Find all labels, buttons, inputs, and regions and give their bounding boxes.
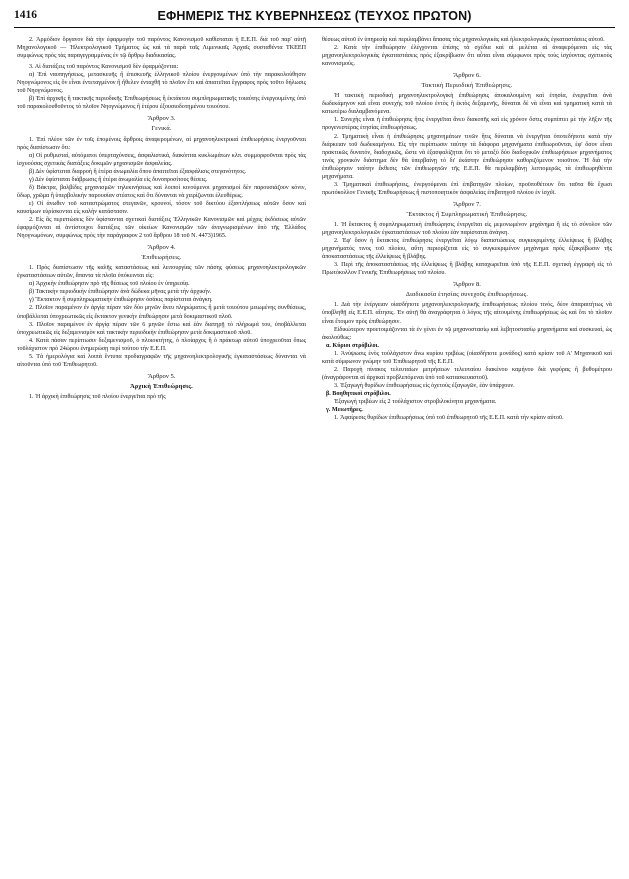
paragraph: Εἰδικώτερον προετοιμάζονται τὰ ἐν γένει ἐν τῷ μηχανοστασίῳ καὶ λεβητοστασίῳ μηχανήματα καὶ συσκευαὶ, ὡς ἀκολούθως: bbox=[322, 326, 612, 341]
list-item: γ) Ἔκτακτον ἢ συμπληρωματικὴν ἐπιθεώρησιν ὁσάκις παρίσταται ἀνάγκη. bbox=[29, 297, 213, 304]
article-subtitle: Ἐπιθεωρήσεις. bbox=[141, 254, 182, 262]
article-title: Ἄρθρον 8. bbox=[453, 281, 481, 289]
article-subtitle: Ἀρχικὴ Ἐπιθεώρησις. bbox=[130, 382, 193, 390]
paragraph: 4. Κατὰ πάσαν περίπτωσιν δεξαμενισμοῦ, ὁ πλοιοκτήτης, ὁ πλοίαρχος ἢ ὁ πράκτωρ αὐτοῦ ὑποχρεοῦται ὅπως τοῦλάχιστον πρὸ 24ώρου ἐνημερώσῃ περὶ τούτου τὴν Ε.Ε.Π. bbox=[17, 337, 306, 352]
page-header bbox=[14, 9, 615, 29]
paragraph: 3. Τμηματικαὶ ἐπιθεωρήσεις, ἐνεργούμεναι ἐπὶ ἐπιβατηγῶν πλοίων, προϋποθέτουν ὅτι ταῦτα θὰ ἔχωσι πρωτόκολλον Γενικῆς Ἐπιθεωρήσεως ἢ πιστοποιητικὸν ἀσφαλείας ἐπιβατηγοῦ πλοίου ἐν ἰσχύϊ. bbox=[322, 181, 612, 196]
paragraph: 1. Ἐπὶ πλέον τῶν ἐν τοῖς ἑπομένοις ἄρθροις ἀναφερομένων, αἱ μηχανοηλεκτρικαὶ ἐπιθεωρήσεις ἐνεργοῦνται πρὸς διαπίστωσιν ὅτι: bbox=[17, 136, 306, 151]
paragraph: 1. Πρὸς διαπίστωσιν τῆς καλῆς καταστάσεως καὶ λειτουργίας τῶν πάσης φύσεως μηχανοηλεκτρολογικῶν ἐγκαταστάσεων αὐτῶν, ἅπαντα τὰ πλοῖα ὑπόκεινται εἰς: bbox=[17, 265, 306, 280]
paragraph: θέσεως αὐτοῦ ἐν ὑπηρεσίᾳ καὶ περιλαμβάνει ἅπασας τὰς μηχανολογικὰς καὶ ἠλεκτρολογικὰς ἐγκαταστάσεις αὐτοῦ. bbox=[322, 37, 605, 43]
article-title: Ἄρθρον 4. bbox=[147, 244, 176, 252]
right-column bbox=[322, 36, 612, 422]
paragraph: 2. Πλοῖον παραμένον ἐν ἀργίᾳ πέραν τῶν δύο μηνῶν ἄνευ πληρώματος ἢ μετὰ τοιούτου μειωμένης συνθέσεως, ὑποβάλλεται ὑποχρεωτικῶς εἰς ἔκτακτον γενικὴν ἐπιθεώρησιν μετὰ δοκιμαστικοῦ πλοῦ. bbox=[17, 305, 306, 320]
paragraph: 2. Εἰς ἃς περιπτώσεις δὲν ὑφίστανται σχετικαὶ διατάξεις Ἑλληνικῶν Κανονισμῶν καὶ μέχρις ἐκδόσεως αὐτῶν ἐφαρμόζονται αἱ ἀντίστοιχοι διατάξεις τῶν οἰκείων Κανονισμῶν τῶν ἀνεγνωρισμένων ὑπὸ τῆς Ἑλλάδος Νηογνωμόνων, συμφώνως πρὸς τὴν παράγραφον 2 τοῦ ἄρθρου 18 τοῦ Ν. 4473)1965. bbox=[17, 216, 306, 240]
article-title: Ἄρθρον 7. bbox=[453, 200, 481, 208]
list-item: α) Ἐπὶ ναυπηγήσεως, μετασκευῆς ἢ ἐπισκευῆς ἑλληνικοῦ πλοίου ἐνεργουμένων ὑπὸ τὴν παρακολούθησιν Νηογνώμονος εἰς ὃν εἶναι ἐντεταγμένον ἢ ἤθελεν ἐνταχθῆ τὸ πλοῖον ἔτι καὶ ἀπαιτεῖται ἔγγραφος πρὸς τοῦτο δήλωσις τοῦ Νηογνώμονος. bbox=[17, 72, 306, 95]
section-heading: γ. Μειωτῆρες. bbox=[326, 407, 363, 414]
section-heading: α. Κύριοι στρόβιλοι. bbox=[326, 342, 379, 349]
paragraph: 3. Ἐξαγωγὴ θυρίδων ἐπιθεωρήσεως εἰς ὀχετοὺς ἐξαγωγῶν, ἐὰν ὑπάρχουν. bbox=[334, 382, 515, 389]
paragraph: 2. Ἁρμόδιον ὄργανον διὰ τὴν ἐφαρμογὴν τοῦ παρόντος Κανονισμοῦ καθίσταται ἡ Ε.Ε.Π. διὰ τοῦ παρ' αὐτῇ Μηχανολογικοῦ — Ἠλεκτρολογικοῦ Τμήματος ὡς καὶ τὰ παρὰ ταῖς Λιμενικαῖς Ἀρχαῖς συσταθέντα ΤΚΕΕΠ συμφώνως πρὸς τὰς παραγεγραμμένας ἐν τῷ ἄρθρῳ διαδικασίας. bbox=[17, 37, 306, 60]
article-subtitle: Ἔκτακτος ἢ Συμπληρωματικὴ Ἐπιθεώρησις. bbox=[406, 210, 528, 218]
paragraph: 2. Κατὰ τὴν ἐπιθεώρησιν ἐλέγχονται ἐπίσης τὰ σχέδια καὶ αἱ μελέται αἱ ἀναφερόμεναι εἰς τὰς μηχανοηλεκτρολογικὰς ἐγκαταστάσεις πρὸς ἐξακρίβωσιν ὅτι αὗται εἶναι σύμφωνοι πρὸς τοὺς ἰσχύοντας σχετικοὺς κανονισμούς. bbox=[322, 45, 612, 68]
paragraph: 3. Πλοῖον παραμένον ἐν ἀργίᾳ πέραν τῶν 6 μηνῶν ἔστω καὶ ἐὰν διατηρῇ τὸ πλήρωμά του, ὑποβάλλεται ὑποχρεωτικῶς εἰς δεξαμενισμὸν καὶ τακτικὴν περιοδικὴν ἐπιθεώρησιν μετὰ δοκιμαστικοῦ πλοῦ. bbox=[17, 321, 306, 336]
paragraph: 1. Ἡ ἀρχικὴ ἐπιθεώρησις τοῦ πλοίου ἐνεργεῖται πρὸ τῆς bbox=[29, 393, 166, 400]
paragraph: 2. Ἐφ' ὅσον ἡ ἔκτακτος ἐπιθεώρησις ἐνεργεῖται λόγῳ διαπιστώσεως συγκεκριμένης ἐλλείψεως ἢ βλάβης μηχανήματός τινος τοῦ πλοίου, αὕτη περιορίζεται εἰς τὸ συγκεκριμένον μηχάνημα πρὸς ἐξακρίβωσιν τῆς ἀποκαταστάσεως τῆς ἐλλείψεως ἢ βλάβης. bbox=[322, 238, 612, 261]
article-subtitle: Διαδικασία ἐτησίας συνεχοῦς ἐπιθεωρήσεως. bbox=[405, 291, 529, 299]
list-item: β) Δὲν ὑφίσταται διαρροὴ ἢ ἑτέρα ἀνωμαλία ὅπου ἀπαιτεῖται ἐξασφάλισις στεγανότητος. bbox=[29, 168, 247, 175]
article-title: Ἄρθρον 6. bbox=[453, 72, 481, 80]
paragraph: 1. Ἀνύψωσις ἑνὸς τοὐλάχιστον ἄνω κυρίου τριβέως (οἰασδήποτε μονάδος) κατὰ κρίσιν τοῦ Α' Μηχανικοῦ καὶ κατὰ σύμφωνον γνώμην τοῦ Ἐπιθεωρητοῦ τῆς Ε.Ε.Π. bbox=[322, 350, 612, 365]
list-item: α) Οἱ ρυθμισταί, αὐτόματοι ὑπερταχύνσεις, ἀσφαλιστικά, διακόπται κυκλωμάτων κλπ. συμμορφοῦνται πρὸς τὰς ἰσχυούσας σχετικὰς διατάξεις δοκιμῶν μηχανισμῶν ἀσφαλείας. bbox=[17, 152, 306, 167]
paragraph: 1. Ἀφαίρεσις θυρίδων ἐπιθεωρήσεως ὑπὸ τοῦ ἐπιθεωρητοῦ τῆς Ε.Ε.Π. κατὰ τὴν κρίσιν αὐτοῦ. bbox=[334, 415, 564, 422]
list-item: δ) Βάκτρα, βαλβίδες μηχανισμῶν τηλεκινήσεως καὶ λοιποὶ κινούμενοι μηχανισμοὶ δὲν παρουσιάζουν κόνιν, ὕδωρ, χρῶμα ἢ ὑπερβολικὴν παρουσίαν στέατος καὶ ὅτι δύνανται νὰ χειρίζωνται ἐλευθέρως. bbox=[17, 184, 306, 199]
left-column bbox=[17, 36, 306, 401]
list-item: γ) Δὲν ὑφίσταται διάβρωσις ἢ ἑτέρα ἀνωμαλία εἰς δυνοπροσίτους θέσεις. bbox=[29, 176, 208, 183]
paragraph: 3. Αἱ διατάξεις τοῦ παρόντος Κανονισμοῦ δὲν ἐφαρμόζονται: bbox=[29, 64, 179, 71]
article-title: Ἄρθρον 3. bbox=[147, 115, 176, 123]
paragraph: 5. Τὰ ἡμερολόγια καὶ λοιπὰ ἔντυπα προδιαγραφῶν τῆς μηχανοηλεκτρολογικῆς ἐγκαταστάσεως δύνανται νὰ αἰτοῦνται ὑπὸ τοῦ Ἐπιθεωρητοῦ. bbox=[17, 353, 306, 368]
list-item: β) Ἐπὶ ἀρχικῆς ἢ τακτικῆς περιοδικῆς Ἐπιθεωρήσεως ἢ ἐκτάκτου συμπληρωματικῆς τοιαύτης ἐνεργουμένης ὑπὸ τοῦ παρακολουθοῦντος τὸ πλοῖον Νηογνώμονος ἢ ἑτέρου ἐξουσιοδοτημένου τοιούτου. bbox=[17, 96, 306, 111]
section-heading: β. Βοηθητικοὶ στρόβιλοι. bbox=[326, 390, 391, 397]
paragraph: 1. Ἡ ἔκτακτος ἢ συμπληρωματικὴ ἐπιθεώρησις ἐνεργεῖται εἰς μεμονωμένον μηχάνημα ἢ εἰς τὸ σύνολον τῶν μηχανοηλεκτρολογικῶν ἐγκαταστάσεων τοῦ πλοίου ἐὰν παρίσταται ἀνάγκη. bbox=[322, 221, 612, 237]
paragraph: 1. Συνεχὴς εἶναι ἡ ἐπιθεώρησις ἥτις ἐνεργεῖται ἄνευ διακοπῆς καὶ εἰς χρόνον ὅστις συμπίπτει μὲ τὴν λῆξιν τῆς προγενεστέρας ἐτησίας ἐπιθεωρήσεως. bbox=[322, 117, 612, 132]
article-subtitle: Γενικά. bbox=[151, 125, 172, 133]
article-title: Ἄρθρον 5. bbox=[147, 372, 176, 380]
list-item: ε) Οἱ ἀνωθεν τοῦ καταστρώματος στεγανῶν, κρουνοί, τόσον τοῦ δικτύου ἐξαντλήσεως αὐτῶν ὅσον καὶ καυσίμων εὑρίσκονται εἰς καλὴν κατάστασιν. bbox=[17, 200, 306, 215]
list-item: α) Ἀρχικὴν ἐπιθεώρησιν πρὸ τῆς θέσεως τοῦ πλοίου ἐν ὑπηρεσίᾳ. bbox=[29, 281, 190, 288]
header-rule bbox=[14, 27, 615, 28]
article-subtitle: Τακτικὴ Περιοδικὴ Ἐπιθεώρησις. bbox=[421, 82, 513, 90]
paragraph: 2. Τμηματικὴ εἶναι ἡ ἐπιθεώρησις μηχανημάτων τινῶν ἥτις δύναται νὰ ἐνεργῆται ὁποτεδήποτε κατὰ τὴν διάρκειαν τοῦ δωδεκαμήνου. Εἰς τὴν περίπτωσιν ταύτην τὰ διάφορα μηχανήματα ἐπιθεωροῦνται, ἐφ' ὅσον εἶναι πρακτικῶς δυνατόν, διαδοχικῶς, ὥστε νὰ ἐξασφαλίζηται ὅτι τὸ μεταξὺ δύο διαδοχικῶν ἐπιθεωρήσεων μηχανήματος τινὸς χρονικὸν διάστημα δὲν θὰ ὑπερβαίνῃ τὸ δι' ἑκάστην ἐπιθεώρησιν καθοριζόμενον τοιοῦτον. Ἡ διὰ τὴν ἐπιθεώρησιν ταύτην ἔκθεσις τῶν ἐπιθεωρητῶν τῆς Ε.Ε.Π. θὰ περιλαμβάνῃ λεπτομερῶς τὰ ἐπιθεωρηθέντα μηχανήματα. bbox=[322, 133, 612, 180]
paragraph: 3. Περὶ τῆς ἀποκαταστάσεως τῆς ἐλλείψεως ἢ βλάβης καταχωρεῖται ὑπὸ τῆς Ε.Ε.Π. σχετικὴ ἐγγραφὴ εἰς τὸ Πρωτόκολλον Γενικῆς Ἐπιθεωρήσεως τοῦ πλοίου. bbox=[322, 262, 612, 277]
paragraph: 2. Παροχὴ πίνακος τελευταίων μετρήσεων τελευταίου διακένου καμήνου διὰ γεφύρας ἢ βυθομέτρου (ἀναγράφονται αἱ ἀρχικαὶ προβλεπόμεναι ὑπὸ τοῦ κατασκευαστοῦ). bbox=[322, 366, 612, 381]
paragraph: Ἐξαγωγὴ τριβέων εἰς 2 τοὐλάχιστον στροβιλοκίνητα μηχανήματα. bbox=[334, 398, 497, 405]
gazette-title: ΕΦΗΜΕΡΙΣ ΤΗΣ ΚΥΒΕΡΝΗΣΕΩΣ (ΤΕΥΧΟΣ ΠΡΩΤΟΝ) bbox=[157, 9, 472, 23]
list-item: β) Τακτικὴν περιοδικὴν ἐπιθεώρησιν ἀνὰ δώδεκα μῆνας μετὰ τὴν ἀρχικήν. bbox=[29, 289, 212, 296]
paragraph: Ἡ τακτικὴ περιοδικὴ μηχανοηλεκτρολογικὴ ἐπιθεώρησις ἀποκαλουμένη καὶ ἐτησία, ἐνεργεῖται ἀνὰ δωδεκάμηνον καὶ εἶναι συνεχὴς τοῦ πλοίου ἐντὸς ἢ ἐκτὸς δεξαμενῆς, δύναται δὲ νὰ εἶναι καὶ τμηματικὴ κατὰ τὰ κατωτέρω διαλαμβανόμενα. bbox=[322, 93, 612, 116]
paragraph: 1. Διὰ τὴν ἐνέργειαν οἱασδήποτε μηχανοηλεκτρολογικῆς ἐπιθεωρήσεως πλοίου τινός, δέον ἀπαραιτήτως νὰ ὑποβληθῇ εἰς Ε.Ε.Π. αἴτησις. Ἐν αὐτῇ θὰ ἀναγράφηται ὁ λόγος τῆς αἰτουμένης ἐπιθεωρήσεως ὡς καὶ ὅτι τὸ πλοῖον εἶναι ἕτοιμον πρὸς ἐπιθεώρησιν. bbox=[322, 302, 612, 325]
page-number: 1416 bbox=[14, 9, 37, 21]
